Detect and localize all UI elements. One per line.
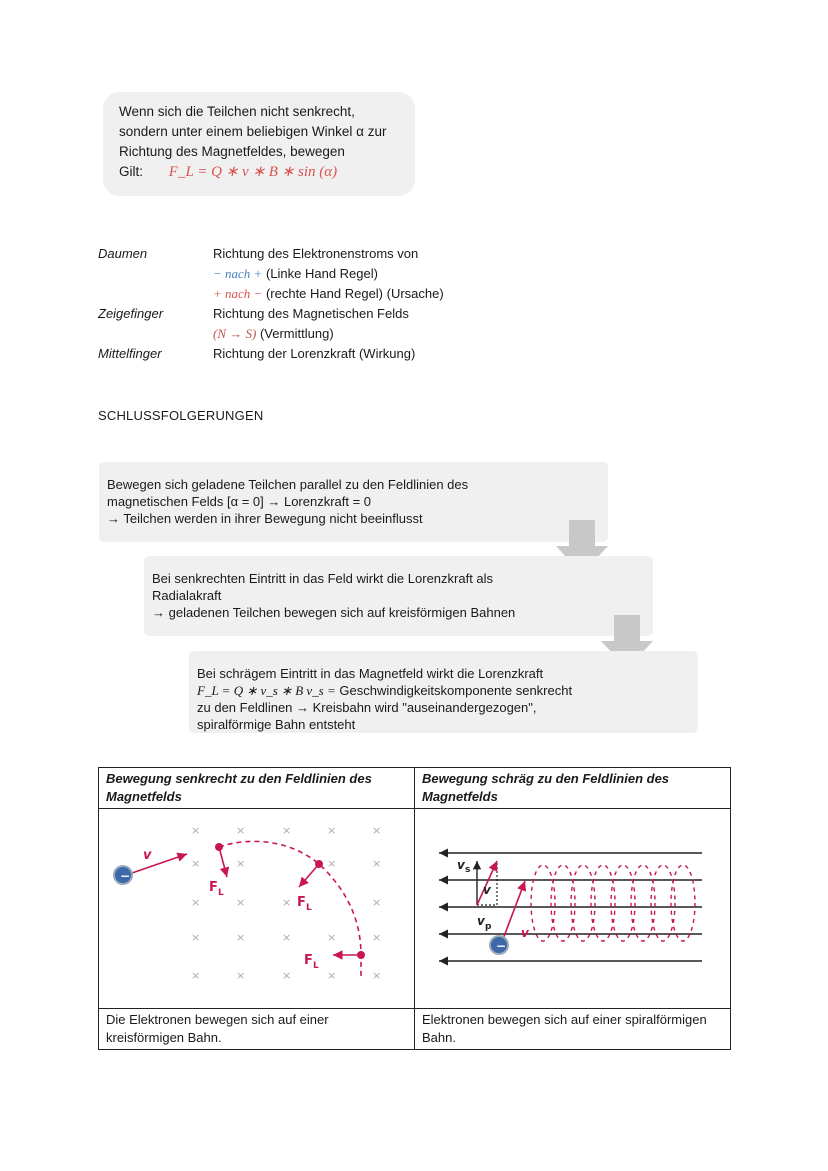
vp-label-sub: p	[485, 922, 492, 932]
figure-spiral-path	[415, 809, 731, 1009]
step2-line-3: → geladenen Teilchen bewegen sich auf kreisförmigen Bahnen	[152, 605, 516, 620]
lorentz-formula: F_L = Q ∗ v ∗ B ∗ sin (α)	[168, 164, 338, 180]
index-line-2-math: (N → S)	[213, 326, 257, 341]
step3-formula-text: Geschwindigkeitskomponente senkrecht	[339, 683, 573, 698]
svg-text:×: ×	[372, 969, 382, 982]
table-row	[99, 809, 731, 1009]
svg-text:×: ×	[191, 931, 201, 944]
svg-text:×: ×	[282, 896, 292, 909]
svg-text:×: ×	[372, 931, 382, 944]
step1-line-1: Bewegen sich geladene Teilchen parallel zu den Feldlinien des	[107, 477, 469, 492]
vp-label: v	[477, 914, 485, 928]
thumb-line-1: Richtung des Elektronenstroms von	[213, 246, 419, 261]
hand-rule-list	[98, 244, 518, 364]
figure-circular-path	[99, 809, 415, 1009]
circular-path-diagram	[99, 809, 414, 1005]
svg-text:×: ×	[372, 896, 382, 909]
conclusion-step-1	[99, 462, 608, 542]
hand-rule-thumb	[98, 244, 518, 304]
conclusion-step-3	[189, 651, 698, 733]
svg-text:×: ×	[327, 969, 337, 982]
index-line-2-text: (Vermittlung)	[259, 326, 334, 341]
svg-text:×: ×	[236, 896, 246, 909]
thumb-line-3-text: (rechte Hand Regel) (Ursache)	[265, 286, 444, 301]
step2-line-2: Radialakraft	[152, 588, 222, 603]
force-label-3: F	[304, 953, 313, 968]
velocity-label: v	[143, 848, 152, 863]
step1-line-2: magnetischen Felds [α = 0] → Lorenzkraft = 0	[107, 494, 372, 509]
thumb-line-2-math: − nach +	[213, 266, 263, 281]
force-label-1-sub: L	[218, 888, 224, 898]
svg-text:×: ×	[282, 931, 292, 944]
table-row	[99, 768, 731, 809]
intro-line-3: Richtung des Magnetfeldes, bewegen	[119, 144, 345, 159]
svg-text:×: ×	[327, 824, 337, 837]
step2-line-1: Bei senkrechten Eintritt in das Feld wirkt die Lorenzkraft als	[152, 571, 494, 586]
thumb-line-2-text: (Linke Hand Regel)	[265, 266, 378, 281]
force-arrow	[219, 847, 227, 877]
force-label-3-sub: L	[313, 961, 319, 971]
header-oblique: Bewegung schräg zu den Feldlinien des Magnetfelds	[415, 768, 731, 809]
middle-line-1: Richtung der Lorenzkraft (Wirkung)	[213, 346, 416, 361]
v2-label: v	[521, 926, 529, 940]
hand-rule-index	[98, 304, 518, 344]
svg-text:×: ×	[191, 857, 201, 870]
svg-text:×: ×	[372, 857, 382, 870]
force-label-1: F	[209, 880, 218, 895]
step3-line-4: spiralförmige Bahn entsteht	[197, 717, 356, 732]
v-label: v	[483, 883, 491, 897]
section-title: SCHLUSSFOLGERUNGEN	[98, 408, 264, 423]
svg-text:×: ×	[327, 857, 337, 870]
thumb-line-3-math: + nach −	[213, 286, 263, 301]
intro-formula-row	[119, 162, 399, 182]
hand-rule-middle	[98, 344, 518, 364]
gilt-label: Gilt:	[119, 164, 144, 179]
svg-text:×: ×	[191, 969, 201, 982]
step1-line-3: → Teilchen werden in ihrer Bewegung nicht beeinflusst	[107, 511, 423, 526]
comparison-table	[98, 767, 731, 1050]
svg-text:×: ×	[327, 931, 337, 944]
field-lines	[439, 853, 702, 961]
table-row	[99, 1009, 731, 1050]
step3-line-1: Bei schrägem Eintritt in das Magnetfeld wirkt die Lorenzkraft	[197, 666, 544, 681]
middle-term: Mittelfinger	[98, 346, 162, 361]
thumb-term: Daumen	[98, 246, 148, 261]
svg-text:×: ×	[372, 824, 382, 837]
electron-sign: −	[120, 869, 131, 883]
force-arrow	[299, 864, 319, 887]
index-term: Zeigefinger	[98, 306, 164, 321]
step3-line-3: zu den Feldlinen → Kreisbahn wird "auseinandergezogen",	[197, 700, 537, 715]
svg-text:×: ×	[191, 824, 201, 837]
force-label-2-sub: L	[306, 903, 312, 913]
svg-text:×: ×	[191, 896, 201, 909]
velocity-arrow	[132, 854, 187, 873]
caption-circular: Die Elektronen bewegen sich auf einer kreisförmigen Bahn.	[99, 1009, 415, 1050]
force-label-2: F	[297, 895, 306, 910]
intro-line-2: sondern unter einem beliebigen Winkel α zur	[119, 124, 387, 139]
step3-formula: F_L = Q ∗ v_s ∗ B v_s =	[197, 683, 336, 698]
electron-sign: −	[496, 939, 507, 953]
svg-text:×: ×	[282, 824, 292, 837]
spiral-path-diagram	[415, 809, 730, 1005]
vs-label-sub: s	[465, 865, 471, 875]
spiral-path	[531, 865, 695, 941]
header-perpendicular: Bewegung senkrecht zu den Feldlinien des Magnetfelds	[99, 768, 415, 809]
svg-text:×: ×	[236, 969, 246, 982]
index-line-1: Richtung des Magnetischen Felds	[213, 306, 409, 321]
conclusion-step-2	[144, 556, 653, 636]
caption-spiral: Elektronen bewegen sich auf einer spiralförmigen Bahn.	[415, 1009, 731, 1050]
intro-line-1: Wenn sich die Teilchen nicht senkrecht,	[119, 104, 355, 119]
intro-box	[103, 92, 415, 196]
svg-text:×: ×	[236, 931, 246, 944]
svg-text:×: ×	[236, 824, 246, 837]
svg-text:×: ×	[282, 969, 292, 982]
vs-label: v	[457, 858, 465, 872]
svg-text:×: ×	[236, 857, 246, 870]
